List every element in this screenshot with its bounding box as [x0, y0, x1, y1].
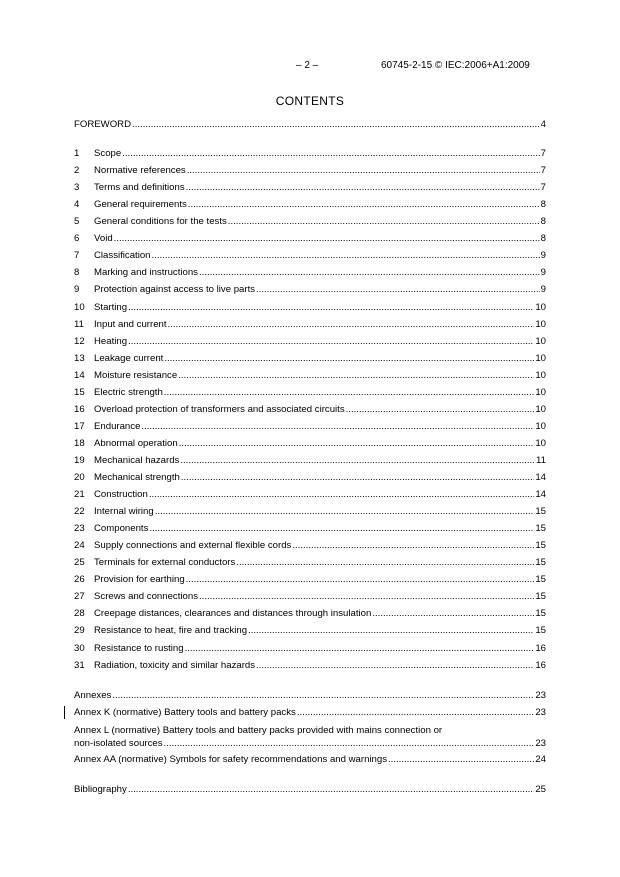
dot-leader — [248, 624, 534, 638]
toc-entry-clause-1[interactable] — [74, 147, 546, 161]
toc-entry-annex-k[interactable] — [74, 706, 546, 720]
toc-entry-page: 7 — [540, 165, 546, 177]
toc-entry-number: 20 — [74, 471, 85, 483]
toc-entry-page: 23 — [535, 738, 546, 749]
revision-change-bar — [64, 706, 65, 719]
dot-leader — [187, 164, 540, 178]
toc-entry-number: 17 — [74, 420, 85, 432]
toc-entry-number: 27 — [74, 591, 85, 603]
toc-entry-bibliography[interactable] — [74, 783, 546, 797]
toc-entry-label: Provision for earthing — [94, 574, 185, 586]
toc-entry-label: Abnormal operation — [94, 437, 178, 449]
toc-entry-number: 16 — [74, 403, 85, 415]
toc-entry-number: 25 — [74, 557, 85, 569]
toc-entry-number: 21 — [74, 489, 85, 500]
toc-entry-label: Radiation, toxicity and similar hazards — [94, 659, 256, 671]
toc-entry-clause-9[interactable] — [74, 283, 546, 297]
toc-entry-page: 16 — [535, 659, 546, 671]
toc-entry-clause-24[interactable] — [74, 539, 546, 553]
toc-entry-label: Starting — [94, 301, 128, 313]
dot-leader — [181, 471, 534, 485]
dot-leader — [186, 181, 540, 195]
dot-leader — [188, 198, 540, 212]
toc-entry-number: 6 — [74, 233, 80, 245]
dot-leader — [236, 556, 534, 570]
toc-entry-page: 7 — [540, 182, 546, 194]
toc-entry-page: 15 — [535, 557, 546, 569]
toc-entry-label: Annex K (normative) Battery tools and battery packs — [74, 707, 296, 718]
toc-entry-label: Terms and definitions — [94, 182, 185, 194]
dot-leader — [186, 573, 535, 587]
toc-entry-clause-8[interactable] — [74, 266, 546, 280]
page-title: CONTENTS — [275, 94, 345, 108]
toc-entry-clause-5[interactable] — [74, 215, 546, 229]
toc-entry-annexes[interactable] — [74, 689, 546, 703]
dot-leader — [149, 488, 534, 502]
dot-leader — [114, 232, 540, 246]
toc-entry-page: 15 — [535, 540, 546, 552]
toc-entry-label: Annexes — [74, 690, 112, 701]
toc-entry-line2 — [74, 737, 546, 750]
toc-entry-label: Protection against access to live parts — [94, 284, 256, 296]
toc-entry-clause-25[interactable] — [74, 556, 546, 570]
toc-entry-clause-31[interactable] — [74, 659, 546, 673]
toc-entry-label: Endurance — [94, 420, 141, 432]
toc-entry-clause-28[interactable] — [74, 607, 546, 621]
toc-entry-number: 22 — [74, 506, 85, 518]
toc-entry-page: 15 — [535, 625, 546, 637]
toc-entry-page: 15 — [535, 591, 546, 603]
dot-leader — [155, 505, 535, 519]
toc-entry-label: Heating — [94, 335, 128, 347]
toc-entry-page: 9 — [540, 284, 546, 296]
toc-entry-clause-17[interactable] — [74, 420, 546, 434]
toc-entry-page: 15 — [535, 523, 546, 535]
toc-entry-number: 8 — [74, 267, 80, 279]
toc-entry-number: 19 — [74, 454, 85, 466]
toc-entry-label: Electric strength — [94, 386, 163, 398]
toc-entry-clause-4[interactable] — [74, 198, 546, 212]
toc-entry-number: 14 — [74, 369, 85, 381]
dot-leader — [132, 118, 540, 132]
toc-entry-page: 11 — [536, 454, 546, 466]
toc-entry-label: Annex AA (normative) Symbols for safety recommendations and warnings — [74, 754, 388, 765]
dot-leader — [152, 249, 540, 263]
toc-entry-number: 1 — [74, 148, 80, 159]
toc-entry-number: 2 — [74, 165, 80, 177]
dot-leader — [256, 659, 534, 673]
toc-entry-page: 10 — [535, 369, 546, 381]
toc-entry-label: Moisture resistance — [94, 369, 178, 381]
toc-entry-clause-6[interactable] — [74, 232, 546, 246]
dot-leader — [128, 335, 534, 349]
dot-leader — [178, 369, 534, 383]
toc-entry-page: 10 — [535, 386, 546, 398]
toc-entry-clause-16[interactable] — [74, 403, 546, 417]
toc-entry-label: Mechanical strength — [94, 471, 180, 483]
dot-leader — [346, 403, 535, 417]
toc-entry-clause-18[interactable] — [74, 437, 546, 451]
toc-entry-label: Normative references — [94, 165, 186, 177]
dot-leader — [185, 642, 535, 656]
toc-entry-number: 10 — [74, 301, 85, 313]
toc-entry-number: 11 — [74, 318, 84, 330]
toc-entry-page: 9 — [540, 267, 546, 279]
toc-entry-label: Bibliography — [74, 784, 127, 795]
toc-entry-label: General conditions for the tests — [94, 216, 227, 228]
toc-entry-page: 10 — [535, 403, 546, 415]
toc-entry-page: 8 — [540, 216, 546, 228]
page-number: – 2 – — [296, 60, 319, 71]
toc-entry-label: FOREWORD — [74, 119, 132, 130]
toc-entry-label: Components — [94, 523, 149, 535]
dot-leader — [164, 737, 535, 750]
toc-entry-label-line2: non-isolated sources — [74, 738, 163, 749]
toc-entry-label: Scope — [94, 148, 122, 159]
toc-entry-label: Construction — [94, 489, 148, 500]
toc-entry-number: 4 — [74, 199, 80, 211]
dot-leader — [199, 590, 534, 604]
toc-entry-page: 9 — [540, 250, 546, 262]
dot-leader — [199, 266, 540, 280]
toc-entry-clause-26[interactable] — [74, 573, 546, 587]
toc-entry-label: Mechanical hazards — [94, 454, 180, 466]
toc-entry-page: 10 — [535, 352, 546, 364]
toc-entry-page: 10 — [535, 420, 546, 432]
toc-entry-annex-l[interactable] — [74, 724, 546, 750]
page-header — [0, 60, 620, 74]
toc-entry-label: Creepage distances, clearances and distances through insulation — [94, 608, 372, 620]
toc-entry-number: 28 — [74, 608, 85, 620]
toc-entry-page: 8 — [540, 199, 546, 211]
toc-entry-page: 14 — [535, 489, 546, 500]
toc-entry-page: 15 — [535, 574, 546, 586]
toc-entry-label: Internal wiring — [94, 506, 154, 518]
toc-entry-page: 23 — [535, 707, 546, 718]
dot-leader — [388, 753, 534, 767]
toc-entry-page: 23 — [535, 690, 546, 701]
toc-entry-page: 10 — [535, 437, 546, 449]
dot-leader — [164, 352, 534, 366]
toc-entry-label: Overload protection of transformers and associated circuits — [94, 403, 345, 415]
dot-leader — [292, 539, 534, 553]
dot-leader — [180, 454, 535, 468]
toc-entry-label: Void — [94, 233, 113, 245]
toc-entry-label: Supply connections and external flexible cords — [94, 540, 292, 552]
toc-entry-page: 24 — [535, 754, 546, 765]
toc-entry-label: General requirements — [94, 199, 187, 211]
toc-entry-clause-15[interactable] — [74, 386, 546, 400]
toc-entry-number: 15 — [74, 386, 85, 398]
toc-entry-page: 4 — [540, 119, 546, 130]
toc-entry-clause-22[interactable] — [74, 505, 546, 519]
toc-entry-clause-27[interactable] — [74, 590, 546, 604]
toc-entry-clause-30[interactable] — [74, 642, 546, 656]
toc-entry-page: 16 — [535, 642, 546, 654]
dot-leader — [372, 607, 534, 621]
toc-entry-label: Marking and instructions — [94, 267, 198, 279]
dot-leader — [168, 318, 535, 332]
document-id: 60745-2-15 © IEC:2006+A1:2009 — [381, 60, 530, 71]
toc-entry-clause-11[interactable] — [74, 318, 546, 332]
toc-entry-clause-14[interactable] — [74, 369, 546, 383]
toc-entry-label: Classification — [94, 250, 151, 262]
toc-entry-number: 29 — [74, 625, 85, 637]
toc-entry-label: Resistance to rusting — [94, 642, 184, 654]
toc-entry-page: 25 — [535, 784, 546, 795]
toc-entry-number: 12 — [74, 335, 85, 347]
toc-entry-label: Leakage current — [94, 352, 164, 364]
toc-entry-clause-29[interactable] — [74, 624, 546, 638]
dot-leader — [149, 522, 534, 536]
toc-entry-number: 31 — [74, 659, 85, 671]
dot-leader — [256, 283, 540, 297]
toc-entry-label: Input and current — [94, 318, 167, 330]
toc-entry-number: 7 — [74, 250, 80, 262]
toc-entry-page: 14 — [535, 471, 546, 483]
toc-entry-clause-2[interactable] — [74, 164, 546, 178]
toc-entry-number: 18 — [74, 437, 85, 449]
toc-entry-label: Resistance to heat, fire and tracking — [94, 625, 248, 637]
dot-leader — [122, 147, 539, 161]
toc-entry-clause-13[interactable] — [74, 352, 546, 366]
toc-entry-number: 5 — [74, 216, 80, 228]
dot-leader — [112, 689, 534, 703]
toc-entry-page: 8 — [540, 233, 546, 245]
toc-entry-clause-3[interactable] — [74, 181, 546, 195]
dot-leader — [164, 386, 535, 400]
toc-entry-annex-aa[interactable] — [74, 753, 546, 767]
toc-entry-page: 7 — [540, 148, 546, 159]
toc-entry-clause-12[interactable] — [74, 335, 546, 349]
toc-entry-clause-19[interactable] — [74, 454, 546, 468]
toc-entry-clause-20[interactable] — [74, 471, 546, 485]
toc-entry-page: 10 — [535, 335, 546, 347]
toc-entry-number: 9 — [74, 284, 80, 296]
toc-entry-label: Screws and connections — [94, 591, 198, 603]
toc-entry-page: 10 — [535, 301, 546, 313]
dot-leader — [228, 215, 540, 229]
toc-entry-foreword[interactable] — [74, 118, 546, 132]
toc-entry-number: 13 — [74, 352, 85, 364]
toc-entry-clause-23[interactable] — [74, 522, 546, 536]
toc-entry-number: 26 — [74, 574, 85, 586]
dot-leader — [128, 301, 534, 315]
toc-entry-label-line1: Annex L (normative) Battery tools and battery packs provided with mains connection or — [74, 725, 443, 736]
toc-entry-clause-21[interactable] — [74, 488, 546, 502]
dot-leader — [141, 420, 534, 434]
toc-entry-clause-7[interactable] — [74, 249, 546, 263]
toc-entry-number: 3 — [74, 182, 80, 194]
toc-entry-number: 24 — [74, 540, 85, 552]
dot-leader — [128, 783, 535, 797]
dot-leader — [179, 437, 535, 451]
toc-entry-label: Terminals for external conductors — [94, 557, 236, 569]
dot-leader — [297, 706, 535, 720]
toc-entry-number: 30 — [74, 642, 85, 654]
toc-entry-number: 23 — [74, 523, 85, 535]
toc-entry-page: 15 — [535, 506, 546, 518]
toc-entry-clause-10[interactable] — [74, 301, 546, 315]
toc-entry-page: 10 — [535, 318, 546, 330]
toc-entry-page: 15 — [535, 608, 546, 620]
